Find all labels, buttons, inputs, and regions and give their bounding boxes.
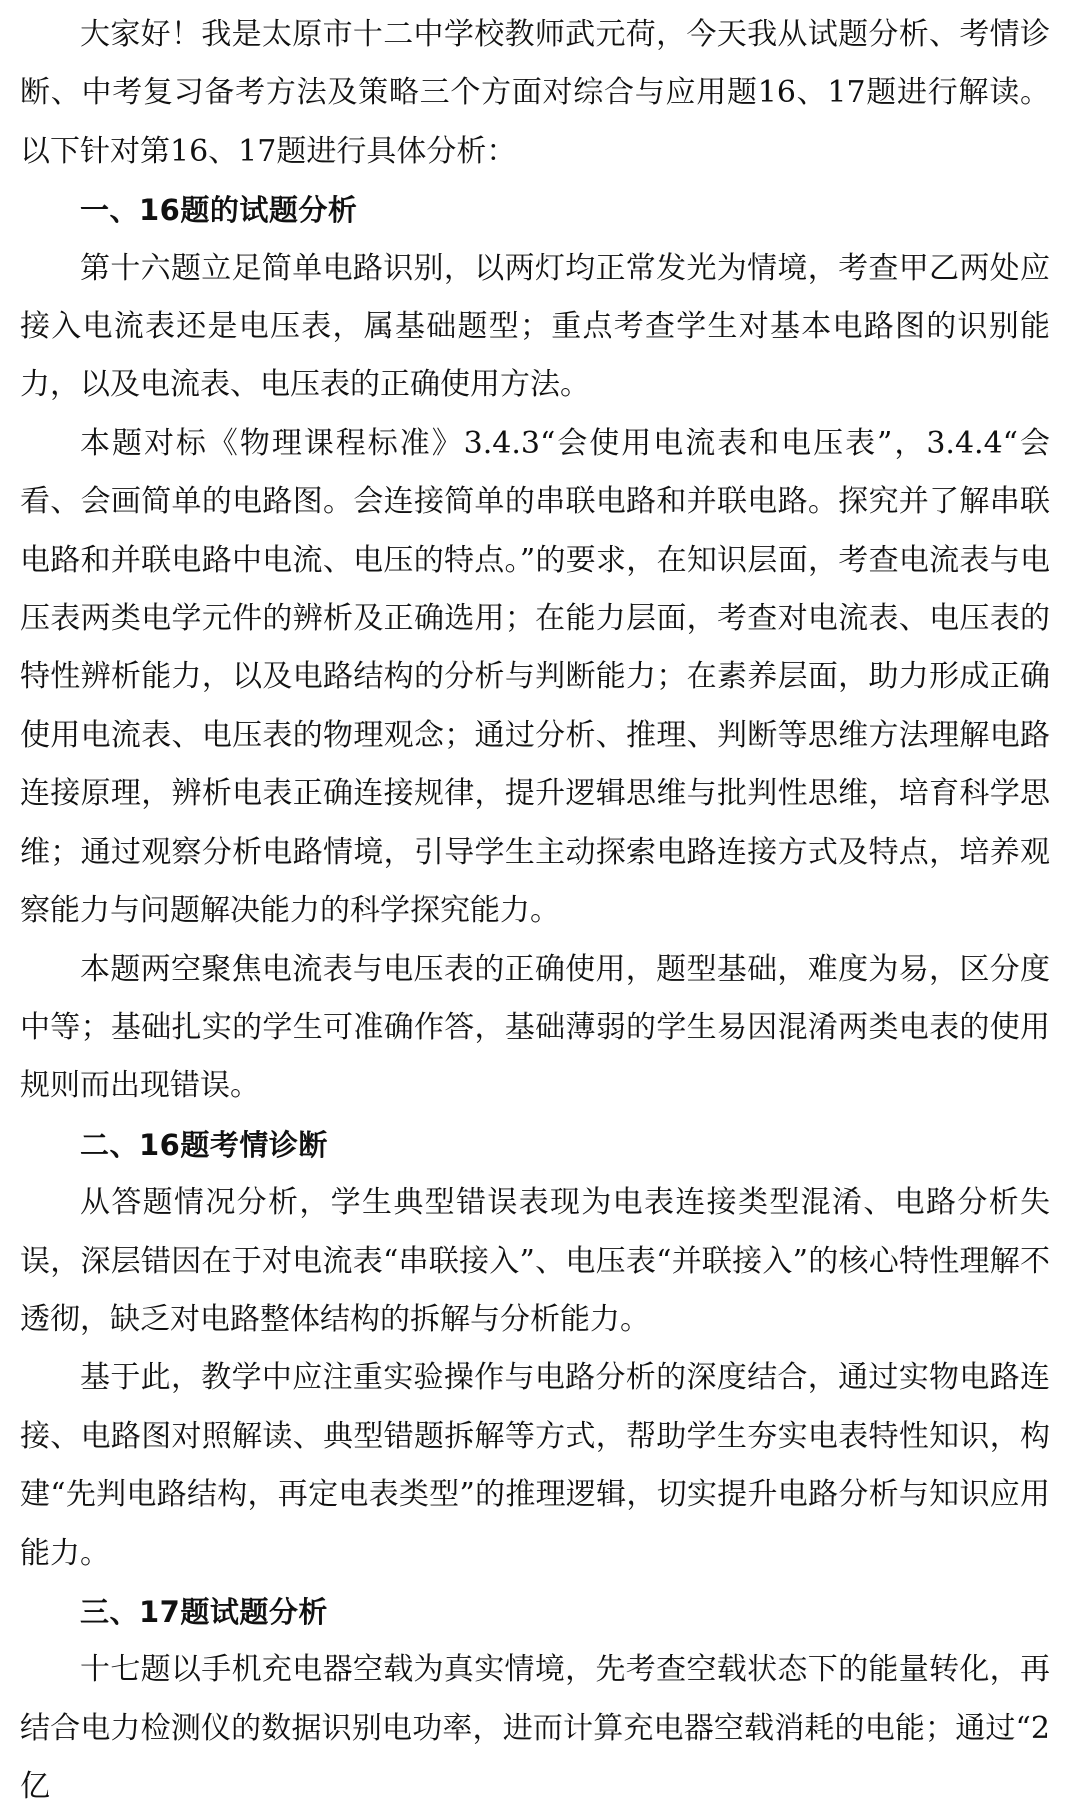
- q17-overview-paragraph: 十七题以手机充电器空载为真实情境，先考查空载状态下的能量转化，再结合电力检测仪的数据识别电功率，进而计算充电器空载消耗的电能；通过“2亿: [20, 1652, 1050, 1805]
- q16-overview-paragraph: 第十六题立足简单电路识别，以两灯均正常发光为情境，考查甲乙两处应接入电流表还是电压表，属基础题型；重点考查学生对基本电路图的识别能力，以及电流表、电压表的正确使用方法。: [20, 250, 1050, 403]
- section-heading-3: 三、17题试题分析: [80, 1594, 328, 1629]
- q16-standard-paragraph: 本题对标《物理课程标准》3.4.3“会使用电流表和电压表”，3.4.4“会看、会画简单的电路图。会连接简单的串联电路和并联电路。探究并了解串联电路和并联电路中电流、电压的特点。”的要求，在知识层面，考查电流表与电压表两类电学元件的辨析及正确选用；在能力层面，考查对电流表、电压表的特性辨析能力，以及电路结构的分析与判断能力；在素养层面，助力形成正确使用电流表、电压表的物理观念；通过分析、推理、判断等思维方法理解电路连接原理，辨析电表正确连接规律，提升逻辑思维与批判性思维，培育科学思维；通过观察分析电路情境，引导学生主动探索电路连接方式及特点，培养观察能力与问题解决能力的科学探究能力。: [20, 425, 1050, 929]
- section-heading-1: 一、16题的试题分析: [80, 193, 358, 228]
- q16-teaching-paragraph: 基于此，教学中应注重实验操作与电路分析的深度结合，通过实物电路连接、电路图对照解读、典型错题拆解等方式，帮助学生夯实电表特性知识，构建“先判电路结构，再定电表类型”的推理逻辑，切实提升电路分析与知识应用能力。: [20, 1360, 1050, 1571]
- section-heading-2: 二、16题考情诊断: [80, 1127, 328, 1162]
- q16-difficulty-paragraph: 本题两空聚焦电流表与电压表的正确使用，题型基础，难度为易，区分度中等；基础扎实的学生可准确作答，基础薄弱的学生易因混淆两类电表的使用规则而出现错误。: [20, 951, 1050, 1104]
- intro-paragraph: 大家好！我是太原市十二中学校教师武元荷，今天我从试题分析、考情诊断、中考复习备考方法及策略三个方面对综合与应用题16、17题进行解读。以下针对第16、17题进行具体分析：: [20, 17, 1050, 169]
- q16-diagnosis-paragraph: 从答题情况分析，学生典型错误表现为电表连接类型混淆、电路分析失误，深层错因在于对电流表“串联接入”、电压表“并联接入”的核心特性理解不透彻，缺乏对电路整体结构的拆解与分析能力。: [20, 1185, 1050, 1337]
